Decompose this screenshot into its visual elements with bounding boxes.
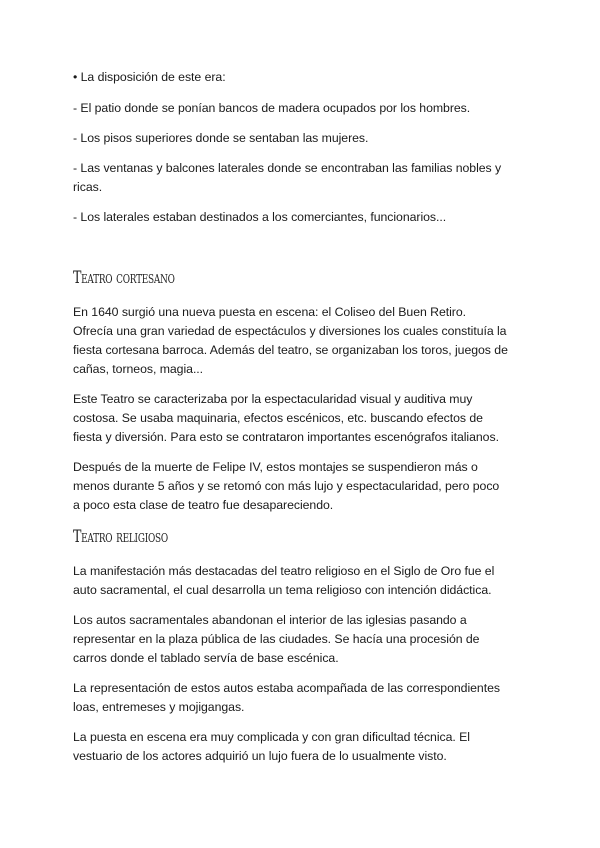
paragraph-religioso-3: La representación de estos autos estaba acompañada de las correspondientes loas, entremeses y mojigangas. xyxy=(73,681,500,714)
paragraph-religioso-1: La manifestación más destacadas del teatro religioso en el Siglo de Oro fue el auto sacramental, el cual desarrolla un tema religioso con intención didáctica. xyxy=(73,564,495,597)
list-item-ventanas: - Las ventanas y balcones laterales donde se encontraban las familias nobles y ricas. xyxy=(73,161,502,194)
list-item-patio: - El patio donde se ponían bancos de madera ocupados por los hombres. xyxy=(73,101,471,115)
list-item-laterales: - Los laterales estaban destinados a los comerciantes, funcionarios... xyxy=(73,210,447,224)
heading-teatro-cortesano: Teatro cortesano xyxy=(73,268,175,288)
paragraph-cortesano-3: Después de la muerte de Felipe IV, estos montajes se suspendieron más o menos durante 5 años y se retomó con más lujo y espectacularidad, pero poco a poco esta clase de teatro fue desapareciendo. xyxy=(73,460,500,512)
paragraph-cortesano-1: En 1640 surgió una nueva puesta en escena: el Coliseo del Buen Retiro. Ofrecía una gran variedad de espectáculos y diversiones los cuales constituía la fiesta cortesana barroca. Además del teatro, se organizaban los toros, juegos de cañas, torneos, magia... xyxy=(73,305,508,376)
paragraph-religioso-4: La puesta en escena era muy complicada y con gran dificultad técnica. El vestuario de los actores adquirió un lujo fuera de lo usualmente visto. xyxy=(73,730,470,763)
paragraph-religioso-2: Los autos sacramentales abandonan el interior de las iglesias pasando a representar en la plaza pública de las ciudades. Se hacía una procesión de carros donde el tablado servía de base escénica. xyxy=(73,613,480,665)
list-item-pisos: - Los pisos superiores donde se sentaban las mujeres. xyxy=(73,131,369,145)
disposition-bullet: • La disposición de este era: xyxy=(73,70,226,84)
heading-teatro-religioso: Teatro religioso xyxy=(73,527,168,547)
paragraph-cortesano-2: Este Teatro se caracterizaba por la espectacularidad visual y auditiva muy costosa. Se usaba maquinaria, efectos escénicos, etc. buscando efectos de fiesta y diversión. Para esto se contrataron importantes escenógrafos italianos. xyxy=(73,392,499,444)
